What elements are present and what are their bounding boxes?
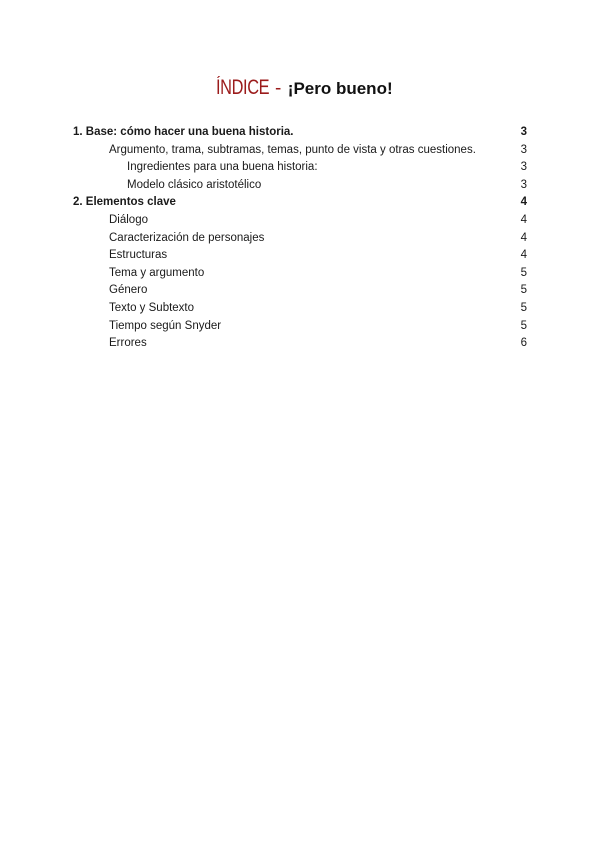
toc-entry-label: Errores — [109, 337, 147, 350]
index-heading-dash: - — [275, 78, 282, 99]
toc-entry-page-number: 4 — [520, 213, 527, 226]
index-heading-subtitle: ¡Pero bueno! — [287, 79, 393, 98]
toc-entry-section[interactable] — [73, 212, 527, 230]
toc-entry-section[interactable] — [73, 282, 527, 300]
toc-entry-label: Tiempo según Snyder — [109, 319, 222, 332]
toc-entry-page-number: 5 — [520, 266, 527, 279]
toc-entry-page-number: 4 — [520, 231, 527, 244]
toc-entry-section[interactable] — [73, 230, 527, 248]
toc-entry-page-number: 5 — [520, 301, 527, 314]
toc-entry-section[interactable] — [73, 142, 527, 160]
toc-entry-section[interactable] — [73, 318, 527, 336]
index-heading — [0, 76, 600, 102]
toc-entry-section[interactable] — [73, 247, 527, 265]
toc-entry-page-number: 5 — [520, 284, 527, 297]
toc-entry-chapter[interactable] — [73, 194, 527, 212]
toc-entry-section[interactable] — [73, 335, 527, 353]
index-heading-word: ÍNDICE — [216, 76, 270, 99]
toc-entry-label: Estructuras — [109, 249, 168, 262]
toc-entry-subsection[interactable] — [73, 177, 527, 195]
toc-entry-label: Texto y Subtexto — [109, 301, 195, 314]
toc-entry-label: 2. Elementos clave — [73, 196, 176, 209]
toc-entry-page-number: 5 — [520, 319, 527, 332]
toc-entry-label: Modelo clásico aristotélico — [127, 178, 262, 191]
toc-entry-page-number: 3 — [520, 178, 527, 191]
toc-entry-label: Género — [109, 284, 148, 297]
toc-entry-page-number: 3 — [520, 161, 527, 174]
toc-entry-page-number: 3 — [520, 126, 527, 138]
toc-entry-chapter[interactable] — [73, 124, 527, 142]
toc-entry-label: Tema y argumento — [109, 266, 205, 279]
toc-entry-section[interactable] — [73, 265, 527, 283]
toc-entry-label: Ingredientes para una buena historia: — [127, 161, 318, 174]
toc-entry-page-number: 3 — [520, 143, 527, 156]
toc-entry-label: Caracterización de personajes — [109, 231, 265, 244]
toc-entry-subsection[interactable] — [73, 159, 527, 177]
toc-entry-section[interactable] — [73, 300, 527, 318]
table-of-contents — [73, 124, 527, 353]
toc-entry-label: 1. Base: cómo hacer una buena historia. — [73, 126, 294, 138]
toc-entry-label: Diálogo — [109, 213, 148, 226]
toc-entry-label: Argumento, trama, subtramas, temas, punto de vista y otras cuestiones. — [109, 143, 476, 156]
toc-entry-page-number: 4 — [520, 196, 527, 209]
toc-entry-page-number: 6 — [520, 337, 527, 350]
toc-entry-page-number: 4 — [520, 249, 527, 262]
